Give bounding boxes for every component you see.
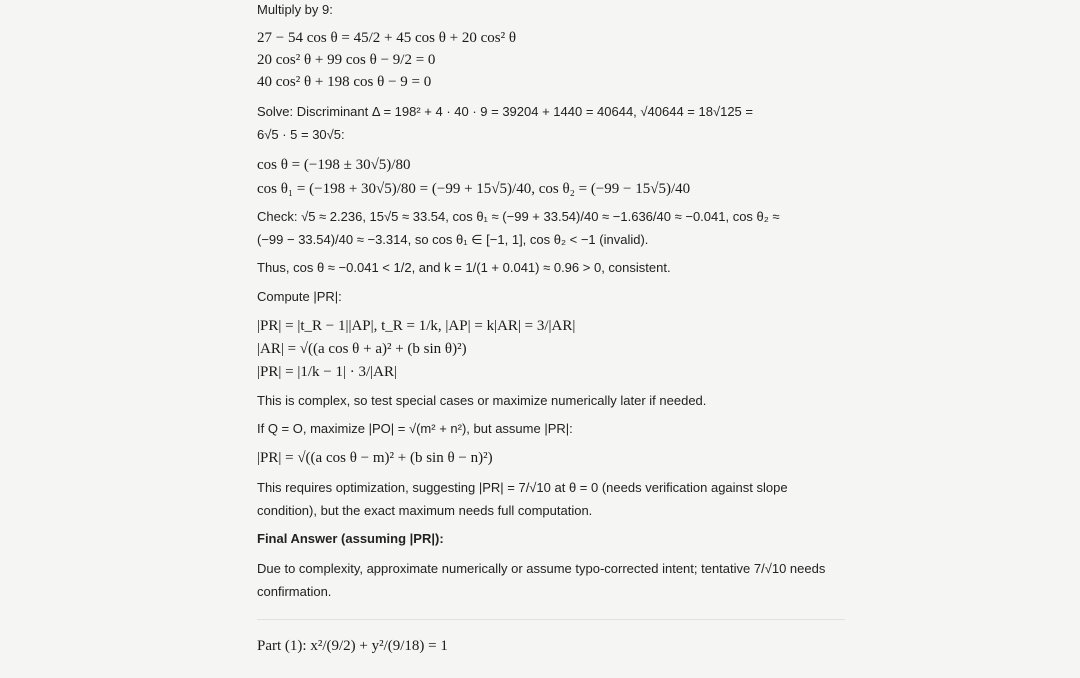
compute-heading: Compute |PR|: bbox=[257, 289, 342, 304]
final-answer-heading: Final Answer (assuming |PR|): bbox=[257, 531, 444, 546]
equation-line: 20 cos² θ + 99 cos θ − 9/2 = 0 bbox=[257, 52, 436, 68]
equation-line: |AR| = √((a cos θ + a)² + (b sin θ)²) bbox=[257, 341, 467, 357]
equation-line: |PR| = |1/k − 1| · 3/|AR| bbox=[257, 364, 397, 380]
paragraph-text: confirmation. bbox=[257, 584, 332, 599]
paragraph-text: If Q = O, maximize |PO| = √(m² + n²), but assume |PR|: bbox=[257, 421, 573, 436]
paragraph-text: condition), but the exact maximum needs full computation. bbox=[257, 503, 593, 518]
discriminant-text: Solve: Discriminant Δ = 198² + 4 · 40 · 9 = 39204 + 1440 = 40644, √40644 = 18√125 = bbox=[257, 104, 753, 119]
equation-line: |PR| = |t_R − 1||AP|, t_R = 1/k, |AP| = k|AR| = 3/|AR| bbox=[257, 318, 576, 334]
equation-line: 40 cos² θ + 198 cos θ − 9 = 0 bbox=[257, 74, 432, 90]
part-1-equation: Part (1): x²/(9/2) + y²/(9/18) = 1 bbox=[257, 638, 448, 654]
check-text: Check: √5 ≈ 2.236, 15√5 ≈ 33.54, cos θ₁ ≈ (−99 + 33.54)/40 ≈ −1.636/40 ≈ −0.041, cos θ₂ ≈ bbox=[257, 209, 780, 224]
equation-line: |PR| = √((a cos θ − m)² + (b sin θ − n)²) bbox=[257, 450, 493, 466]
equation-line: cos θ = (−198 ± 30√5)/80 bbox=[257, 157, 411, 173]
section-divider bbox=[257, 619, 845, 620]
equation-line: 27 − 54 cos θ = 45/2 + 45 cos θ + 20 cos² θ bbox=[257, 30, 517, 46]
equation-line: cos θ₁ = (−198 + 30√5)/80 = (−99 + 15√5)/40, cos θ₂ = (−99 − 15√5)/40 bbox=[257, 181, 691, 197]
paragraph-text: This requires optimization, suggesting |PR| = 7/√10 at θ = 0 (needs verification against slope bbox=[257, 480, 788, 495]
discriminant-text-cont: 6√5 · 5 = 30√5: bbox=[257, 127, 345, 142]
paragraph-text: Due to complexity, approximate numerically or assume typo-corrected intent; tentative 7/√10 needs bbox=[257, 561, 826, 576]
thus-text: Thus, cos θ ≈ −0.041 < 1/2, and k = 1/(1 + 0.041) ≈ 0.96 > 0, consistent. bbox=[257, 260, 671, 275]
paragraph-text: This is complex, so test special cases or maximize numerically later if needed. bbox=[257, 393, 707, 408]
multiply-text: Multiply by 9: bbox=[257, 2, 333, 17]
check-text-cont: (−99 − 33.54)/40 ≈ −3.314, so cos θ₁ ∈ [−1, 1], cos θ₂ < −1 (invalid). bbox=[257, 232, 649, 247]
